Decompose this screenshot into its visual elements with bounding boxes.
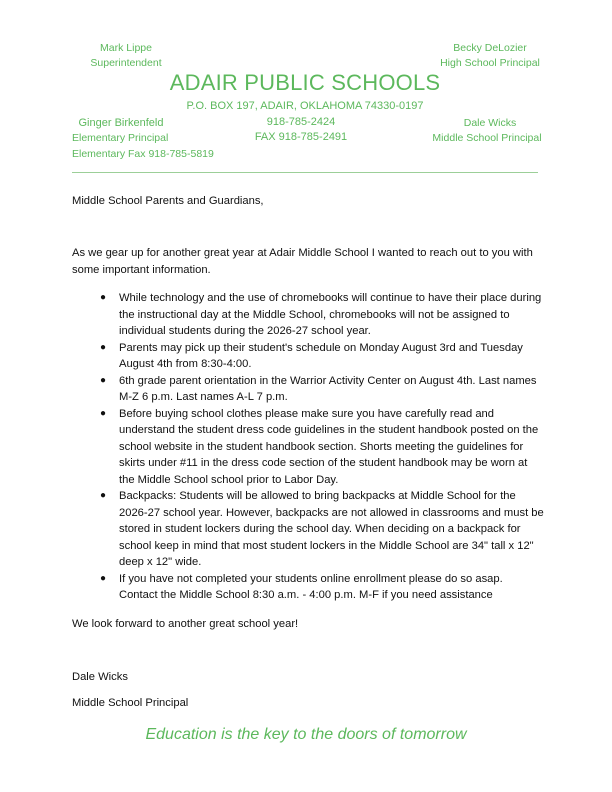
bullet-icon: ● <box>100 292 107 303</box>
elem-fax: Elementary Fax 918-785-5819 <box>72 148 214 160</box>
bullet-text-enrollment: If you have not completed your students online enrollment please do so asap. Contact the Middle School 8:30 a.m. - 4:00 p.m. M-F if you need assistance <box>119 572 503 601</box>
signature-title: Middle School Principal <box>72 697 189 709</box>
superintendent-name: Mark Lippe <box>100 42 152 54</box>
school-name: ADAIR PUBLIC SCHOOLS <box>169 70 441 95</box>
bullet-icon: ● <box>100 341 107 353</box>
ms-principal-name: Dale Wicks <box>463 117 517 129</box>
school-phone: 918-785-2424 <box>266 116 336 128</box>
intro-paragraph: As we gear up for another great year at Adair Middle School I wanted to reach out to you with some important information. <box>72 247 533 276</box>
bullet-text-dress-code: Before buying school clothes please make sure you have carefully read and understand the student dress code guidelines in the student handbook posted on the school website in the student handbook section. Shorts meeting the guidelines for skirts under #11 in the dress code section of the student handbook may be worn at the Middle School school prior to Labor Day. <box>119 407 539 486</box>
bullet-icon: ● <box>100 407 107 419</box>
bullet-icon: ● <box>100 490 107 501</box>
header-divider <box>72 172 538 173</box>
bullet-text-backpacks: Backpacks: Students will be allowed to bring backpacks at Middle School for the 2026-27 school year. However, backpacks are not allowed in classrooms and must be stored in student lockers during the school day. When deciding on a backpack for school keep in mind that most student lockers in the Middle School are 34" tall x 12" deep x 12" wide. <box>119 490 544 568</box>
salutation: Middle School Parents and Guardians, <box>72 195 264 207</box>
bullet-text-orientation: 6th grade parent orientation in the Warrior Activity Center on August 4th. Last names M-Z 6 p.m. Last names A-L 7 p.m. <box>119 374 537 403</box>
school-fax: FAX 918-785-2491 <box>254 131 348 143</box>
signature-name: Dale Wicks <box>72 671 128 683</box>
bullet-icon: ● <box>100 572 107 584</box>
list-item <box>100 290 544 340</box>
superintendent-title: Superintendent <box>90 57 162 69</box>
list-item <box>100 406 544 489</box>
hs-principal-name: Becky DeLozier <box>453 42 527 54</box>
info-bullet-list <box>100 290 544 604</box>
footer-motto: Education is the key to the doors of tomorrow <box>145 726 467 743</box>
list-item <box>100 340 544 373</box>
list-item <box>100 488 544 571</box>
bullet-icon: ● <box>100 374 107 386</box>
school-address: P.O. BOX 197, ADAIR, OKLAHOMA 74330-0197 <box>186 100 424 112</box>
elem-principal-name: Ginger Birkenfeld <box>78 117 164 129</box>
closing-line: We look forward to another great school year! <box>72 618 299 630</box>
bullet-text-schedule: Parents may pick up their student's schedule on Monday August 3rd and Tuesday August 4th from 8:30-4:00. <box>119 341 523 370</box>
elem-principal-title: Elementary Principal <box>72 132 169 144</box>
list-item <box>100 571 544 604</box>
ms-principal-title: Middle School Principal <box>432 132 542 144</box>
hs-principal-title: High School Principal <box>440 57 540 69</box>
bullet-text-chromebooks: While technology and the use of chromebooks will continue to have their place during the instructional day at the Middle School, chromebooks will not be assigned to individual students during the 2026-27 school year. <box>119 292 542 337</box>
list-item <box>100 373 544 406</box>
